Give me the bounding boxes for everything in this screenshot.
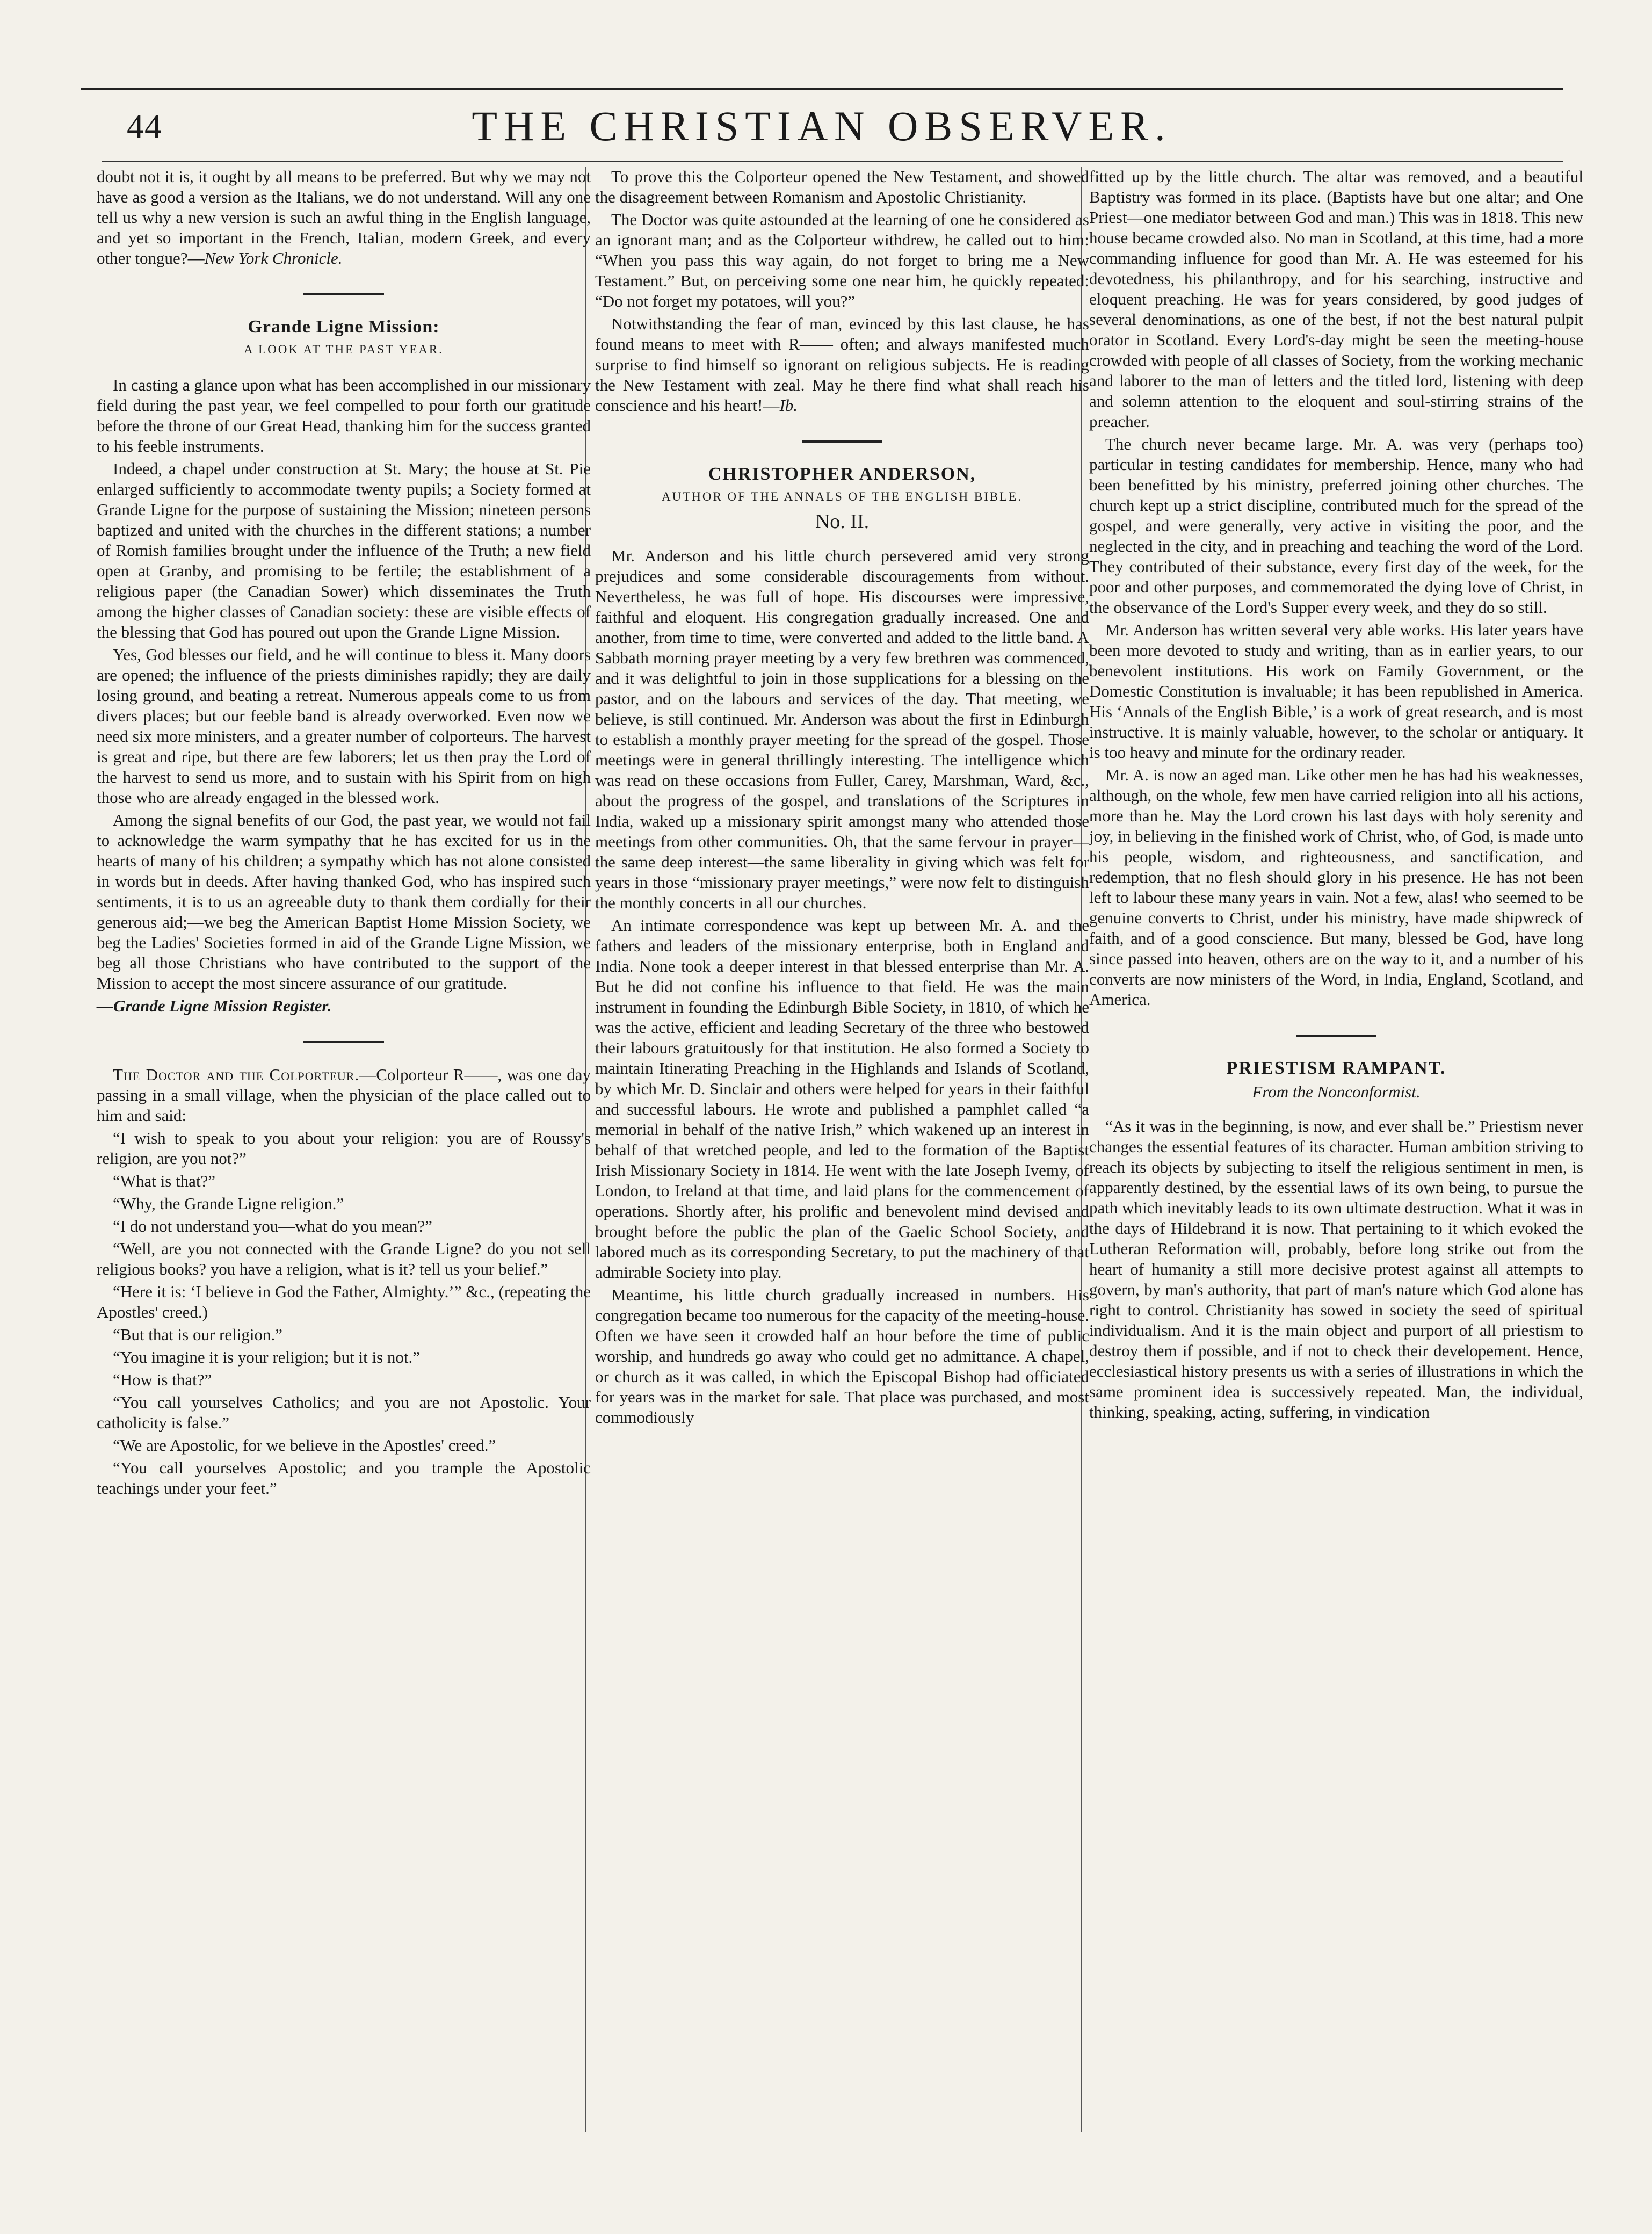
journal-title: THE CHRISTIAN OBSERVER.: [472, 103, 1172, 149]
dialogue-line: “Well, are you not connected with the Grande Ligne? do you not sell religious books? you have a religion, what is it? tell us your belief.”: [97, 1239, 591, 1278]
paragraph: Indeed, a chapel under construction at St. Mary; the house at St. Pie enlarged sufficiently to accommodate twenty pupils; a Society formed at Grande Ligne for the purpose of sustaining the Mission; nineteen persons baptized and united with the churches in the different stations; a number of Romish families brought under the influence of the Truth; a new field open at Granby, and promising to be fertile; the establishment of a religious paper (the Canadian Sower) which disseminates the Truth among the higher classes of Canadian society: these are visible effects of the blessing that God has poured out upon the Grande Ligne Mission.: [97, 459, 591, 641]
dialogue-line: “I do not understand you—what do you mean?”: [113, 1217, 432, 1235]
paragraph: The Doctor and the Colporteur.—Colporteur R——, was one day passing in a small village, when the physician of the place called out to him and said:: [97, 1065, 591, 1125]
article-title: CHRISTOPHER ANDERSON,: [708, 464, 976, 484]
installment-number: No. II.: [815, 510, 870, 533]
section-rule: [802, 440, 882, 443]
source-credit: —Grande Ligne Mission Register.: [97, 996, 332, 1015]
dialogue-line: “You call yourselves Catholics; and you are not Apostolic. Your catholicity is false.”: [97, 1393, 591, 1432]
top-double-rule: [81, 88, 1563, 90]
source-credit: Ib.: [779, 396, 798, 415]
paragraph: Mr. Anderson has written several very able works. His later years have been more devoted to study and writing, than as in earlier years, to our benevolent institutions. His work on Family Government, or the Domestic Constitution is invaluable; it has been republished in America. His ‘Annals of the English Bible,’ is a work of great research, and is most instructive. It is mainly valuable, however, to the scholar or antiquary. It is too heavy and minute for the ordinary reader.: [1089, 620, 1583, 762]
paragraph: Notwithstanding the fear of man, evinced by this last clause, he has found means to meet with R—— often; and always manifested much surprise to find himself so ignorant on religious subjects. He is reading the New Testament with zeal. May he there find what shall reach his conscience and his heart!—Ib.: [595, 314, 1089, 415]
section-rule: [303, 293, 384, 295]
paragraph: To prove this the Colporteur opened the New Testament, and showed the disagreement between Romanism and Apostolic Christianity.: [595, 167, 1089, 206]
dialogue-line: “We are Apostolic, for we believe in the Apostles' creed.”: [113, 1436, 496, 1455]
article-continuation: doubt not it is, it ought by all means to be preferred. But why we may not have as good a version as the Italians, we do not understand. Will any one tell us why a new version is such an awful thing in the English language, and yet so important in the French, Italian, modern Greek, and every other tongue?—New York Chronicle.: [97, 167, 591, 267]
dialogue-line: “I wish to speak to you about your religion: you are of Roussy's religion, are you not?”: [97, 1129, 591, 1168]
article-title: Grande Ligne Mission:: [248, 317, 440, 337]
dialogue-line: “How is that?”: [113, 1370, 212, 1389]
article-title: PRIESTISM RAMPANT.: [1226, 1058, 1446, 1078]
paragraph: Mr. A. is now an aged man. Like other men he has had his weaknesses, although, on the whole, few men have carried religion into all his actions, more than he. May the Lord crown his last days with holy serenity and joy, in believing in the finished work of Christ, who, of God, is made unto his people, wisdom, and righteousness, and sanctification, and redemption, that no flesh should glory in his presence. He has not been left to labour these many years in vain. Not a few, alas! who seemed to be genuine converts to Christ, under his ministry, have made shipwreck of faith, and of a good conscience. But many, blessed be God, have long since passed into heaven, others are on the way to it, and a number of his converts are now ministers of the Word, in India, England, Scotland, and America.: [1089, 765, 1583, 1009]
paragraph: Mr. Anderson and his little church persevered amid very strong prejudices and some considerable discouragements from without. Nevertheless, he was full of hope. His discourses were impressive, faithful and eloquent. His congregation gradually increased. One and another, from time to time, were converted and added to the little band. A Sabbath morning prayer meeting by a very few brethren was commenced, and it was delightful to join in those supplications for a blessing on the pastor, and on the labours and services of the day. That meeting, we believe, is still continued. Mr. Anderson was about the first in Edinburgh to establish a monthly prayer meeting for the spread of the gospel. Those meetings were in general thrillingly interesting. The intelligence which was read on these occasions from Fuller, Carey, Marshman, Ward, &c., about the progress of the gospel, and translations of the Scriptures in India, waked up a missionary spirit amongst many who attended those meetings from other communities. Oh, that the same fervour in prayer—the same deep interest—the same liberality in giving which was felt for years in those “missionary prayer meetings,” were now felt to distinguish the monthly concerts in all our churches.: [595, 546, 1089, 912]
column-middle: [595, 167, 1089, 1430]
dialogue-line: “Here it is: ‘I believe in God the Father, Almighty.’” &c., (repeating the Apostles' creed.): [97, 1282, 591, 1321]
masthead: [81, 101, 1563, 171]
dialogue-line: “Why, the Grande Ligne religion.”: [113, 1194, 344, 1213]
paragraph: The church never became large. Mr. A. was very (perhaps too) particular in testing candidates for membership. Hence, many who had been benefitted by his ministry, preferred joining other churches. The church kept up a strict discipline, contributed much for the spread of the gospel, and were generally, very active in visiting the poor, and the neglected in the city, and in preaching and teaching the word of the Lord. They contributed of their substance, every first day of the week, for the poor and other purposes, and commemorated the dying love of Christ, in the observance of the Lord's Supper every week, and they do so still.: [1089, 435, 1583, 617]
source-credit: New York Chronicle.: [204, 249, 343, 267]
article-subtitle: From the Nonconformist.: [1252, 1082, 1421, 1101]
page-number: 44: [127, 107, 162, 145]
paragraph: Among the signal benefits of our God, the past year, we would not fail to acknowledge the warm sympathy that he has excited for us in the hearts of many of his children; a sympathy which has not alone consisted in words but in deeds. After having thanked God, who has inspired such sentiments, it is to us an agreeable duty to thank them cordially for their generous aid;—we beg the American Baptist Home Mission Society, we beg the Ladies' Societies formed in aid of the Grande Ligne Mission, we beg all those Christians who have contributed to the support of the Mission to accept the most sincere assurance of our gratitude.: [97, 811, 591, 993]
paragraph: In casting a glance upon what has been accomplished in our missionary field during the past year, we feel compelled to pour forth our gratitude before the throne of our Great Head, thanking him for the success granted to his feeble instruments.: [97, 375, 591, 456]
paragraph: Yes, God blesses our field, and he will continue to bless it. Many doors are opened; the influence of the priests diminishes rapidly; they are daily losing ground, and beating a retreat. Numerous appeals come to us from divers places; but our feeble band is already overworked. Even now we need six more ministers, and a greater number of colporteurs. The harvest is great and ripe, but there are few laborers; let us then pray the Lord of the harvest to send us more, and to sustain with his Spirit from on high those who are already engaged in the blessed work.: [97, 645, 591, 807]
paragraph: fitted up by the little church. The altar was removed, and a beautiful Baptistry was formed in its place. (Baptists have but one altar; and One Priest—one mediator between God and man.) This was in 1818. This new house became crowded also. No man in Scotland, at this time, had a more commanding influence for good than Mr. A. He was esteemed for his devotedness, his philanthropy, and for his searching, instructive and eloquent preaching. He was for years considered, by good judges of several denominations, as one of the best, if not the best natural pulpit orator in Scotland. Every Lord's-day might be seen the meeting-house crowded with people of all classes of Society, from the working mechanic and laborer to the man of letters and the titled lord, listening with deep and solemn attention to the eloquent and soul-stirring strains of the preacher.: [1089, 167, 1583, 431]
section-rule: [1296, 1035, 1376, 1037]
dialogue-line: “What is that?”: [113, 1172, 216, 1190]
column-left: [97, 167, 591, 1501]
paragraph: The Doctor was quite astounded at the learning of one he considered as an ignorant man; and as the Colporteur withdrew, he called out to him: “When you pass this way again, do not forget to bring me a New Testament.” But, on perceiving some one near him, he quickly repeated: “Do not forget my potatoes, will you?”: [595, 210, 1089, 310]
dialogue-line: “You call yourselves Apostolic; and you trample the Apostolic teachings under your feet.”: [97, 1458, 591, 1498]
run-in-heading: The Doctor and the Colporteur.: [113, 1065, 360, 1084]
article-subtitle: A LOOK AT THE PAST YEAR.: [244, 343, 444, 356]
section-rule: [303, 1041, 384, 1043]
paragraph: Meantime, his little church gradually increased in numbers. His congregation became too numerous for the capacity of the meeting-house. Often we have seen it crowded half an hour before the time of public worship, and hundreds go away who could get no admittance. A chapel, or church as it was called, in which the Episcopal Bishop had officiated for years was in the market for sale. That place was purchased, and most commodiously: [595, 1285, 1089, 1427]
header-rule: [102, 161, 1563, 162]
column-right: [1089, 167, 1583, 1425]
dialogue-line: “You imagine it is your religion; but it is not.”: [113, 1348, 421, 1367]
article-subtitle: AUTHOR OF THE ANNALS OF THE ENGLISH BIBLE.: [661, 490, 1023, 503]
paragraph: “As it was in the beginning, is now, and ever shall be.” Priestism never changes the essential features of its character. Human ambition striving to reach its objects by subjecting to itself the religious sentiment in men, is apparently destined, by the essential laws of its own being, to pursue the path which inevitably leads to its own ultimate destruction. What it was in the days of Hildebrand it is now. That pertaining to it which evoked the Lutheran Reformation will, probably, before long strike out from the heart of humanity a still more decisive protest against all attempts to govern, by man's authority, that part of man's nature which God alone has right to control. Christianity has sowed in society the seed of spiritual individualism. And it is the main object and purport of all priestism to destroy them if possible, and if not to check their developement. Hence, ecclesiastical history presents us with a series of illustrations in which the same prominent idea is successively repeated. Man, the individual, thinking, speaking, acting, suffering, in vindication: [1089, 1117, 1583, 1421]
dialogue-line: “But that is our religion.”: [113, 1325, 282, 1344]
paragraph: An intimate correspondence was kept up between Mr. A. and the fathers and leaders of the missionary enterprise, both in England and India. None took a deeper interest in that blessed enterprise than Mr. A. But he did not confine his influence to that field. He was the main instrument in founding the Edinburgh Bible Society, in 1810, of which he was the active, efficient and leading Secretary of the three who bestowed their labours gratuitously for that institution. He also formed a Society to maintain Itinerating Preaching in the Highlands and Islands of Scotland, by which Mr. D. Sinclair and others were helped for years in their faithful and successful labours. He wrote and published a pamphlet called “a memorial in behalf of the native Irish,” which wakened up an interest in behalf of that wretched people, and led to the formation of the Baptist Irish Missionary Society in 1814. He went with the late Joseph Ivemy, of London, to Ireland at that time, and laid plans for the commencement of operations. Shortly after, his prolific and benevolent mind devised and brought before the public the plan of the Gaelic School Society, and labored much as its corresponding Secretary, to put the machinery of that admirable Society into play.: [595, 916, 1089, 1282]
